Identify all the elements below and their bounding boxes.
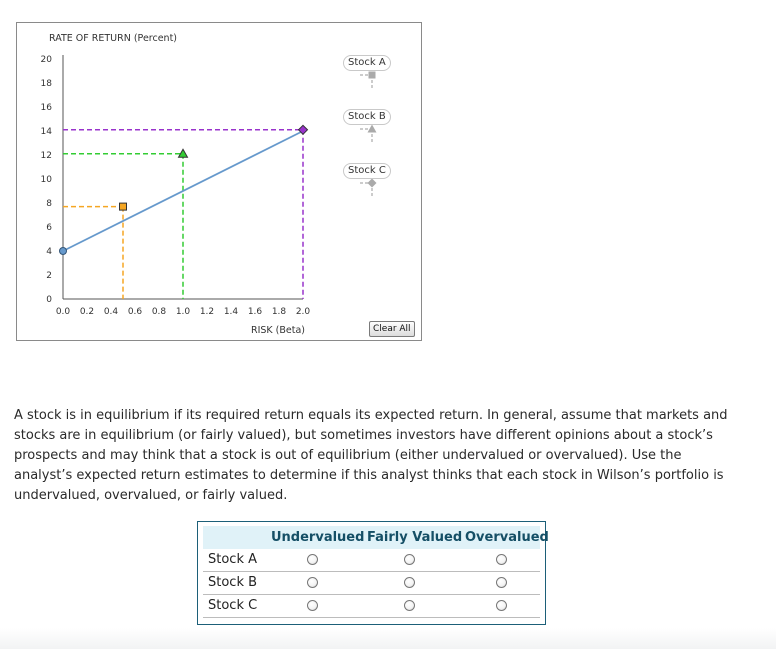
legend-stock-a[interactable]: Stock A — [343, 55, 391, 71]
header-overvalued: Overvalued — [465, 530, 549, 545]
radio-stock-c-undervalued[interactable] — [307, 600, 318, 611]
radio-stock-c-fairly-valued[interactable] — [404, 600, 415, 611]
x-axis-label: RISK (Beta) — [250, 325, 306, 336]
table-row — [203, 595, 540, 618]
page-bottom-fade — [0, 628, 776, 649]
y-tick-label: 10 — [40, 175, 52, 185]
legend-stock-b[interactable]: Stock B — [343, 109, 391, 125]
x-tick-label: 2.0 — [295, 307, 311, 317]
legend-square-icon — [369, 72, 376, 79]
marker-stock-a — [120, 203, 127, 210]
radio-stock-c-overvalued[interactable] — [496, 600, 507, 611]
x-tick-label: 0.6 — [127, 307, 143, 317]
y-tick-label: 0 — [46, 295, 52, 305]
row-label-stock-c: Stock C — [208, 598, 258, 613]
y-tick-label: 14 — [40, 127, 52, 137]
x-tick-label: 1.4 — [223, 307, 239, 317]
table-header — [203, 526, 549, 549]
y-tick-label: 20 — [40, 55, 52, 65]
header-undervalued: Undervalued — [271, 530, 365, 545]
legend-triangle-icon — [368, 125, 377, 133]
radio-stock-b-fairly-valued[interactable] — [404, 577, 415, 588]
table-row — [203, 572, 540, 595]
y-tick-label: 4 — [46, 247, 52, 257]
y-tick-label: 16 — [40, 103, 52, 113]
radio-stock-b-overvalued[interactable] — [496, 577, 507, 588]
sml-start-point — [60, 248, 67, 255]
legend-diamond-icon — [368, 179, 377, 188]
x-tick-label: 0.8 — [151, 307, 167, 317]
legend-stock-c[interactable]: Stock C — [343, 163, 391, 179]
y-tick-label: 12 — [40, 151, 52, 161]
y-axis-label: RATE OF RETURN (Percent) — [49, 33, 178, 44]
x-tick-label: 1.6 — [247, 307, 263, 317]
radio-stock-a-undervalued[interactable] — [307, 554, 318, 565]
x-tick-label: 0.0 — [55, 307, 71, 317]
x-tick-label: 0.2 — [79, 307, 95, 317]
valuation-table — [197, 521, 549, 625]
y-tick-label: 6 — [46, 223, 52, 233]
instructions-paragraph: A stock is in equilibrium if its required return equals its expected return. In general, assume that markets and stocks are in equilibrium (or fairly valued), but sometimes investors have different opinions about a stock’s prospects and may think that a stock is out of equilibrium (either undervalued or overvalued). Use the analyst’s expected return estimates to determine if this analyst thinks that each stock in Wilson’s portfolio is undervalued, overvalued, or fairly valued. — [14, 408, 728, 503]
x-tick-label: 0.4 — [103, 307, 119, 317]
clear-all-button[interactable]: Clear All — [369, 321, 415, 337]
chart-panel — [16, 22, 422, 341]
row-label-stock-b: Stock B — [208, 575, 258, 590]
x-tick-label: 1.2 — [199, 307, 215, 317]
radio-stock-b-undervalued[interactable] — [307, 577, 318, 588]
x-tick-label: 1.0 — [175, 307, 191, 317]
row-label-stock-a: Stock A — [208, 552, 258, 567]
y-tick-label: 8 — [46, 199, 52, 209]
x-tick-label: 1.8 — [271, 307, 287, 317]
y-tick-label: 2 — [46, 271, 52, 281]
radio-stock-a-fairly-valued[interactable] — [404, 554, 415, 565]
table-row — [203, 549, 540, 572]
header-fairly-valued: Fairly Valued — [367, 530, 463, 545]
radio-stock-a-overvalued[interactable] — [496, 554, 507, 565]
y-tick-label: 18 — [40, 79, 52, 89]
